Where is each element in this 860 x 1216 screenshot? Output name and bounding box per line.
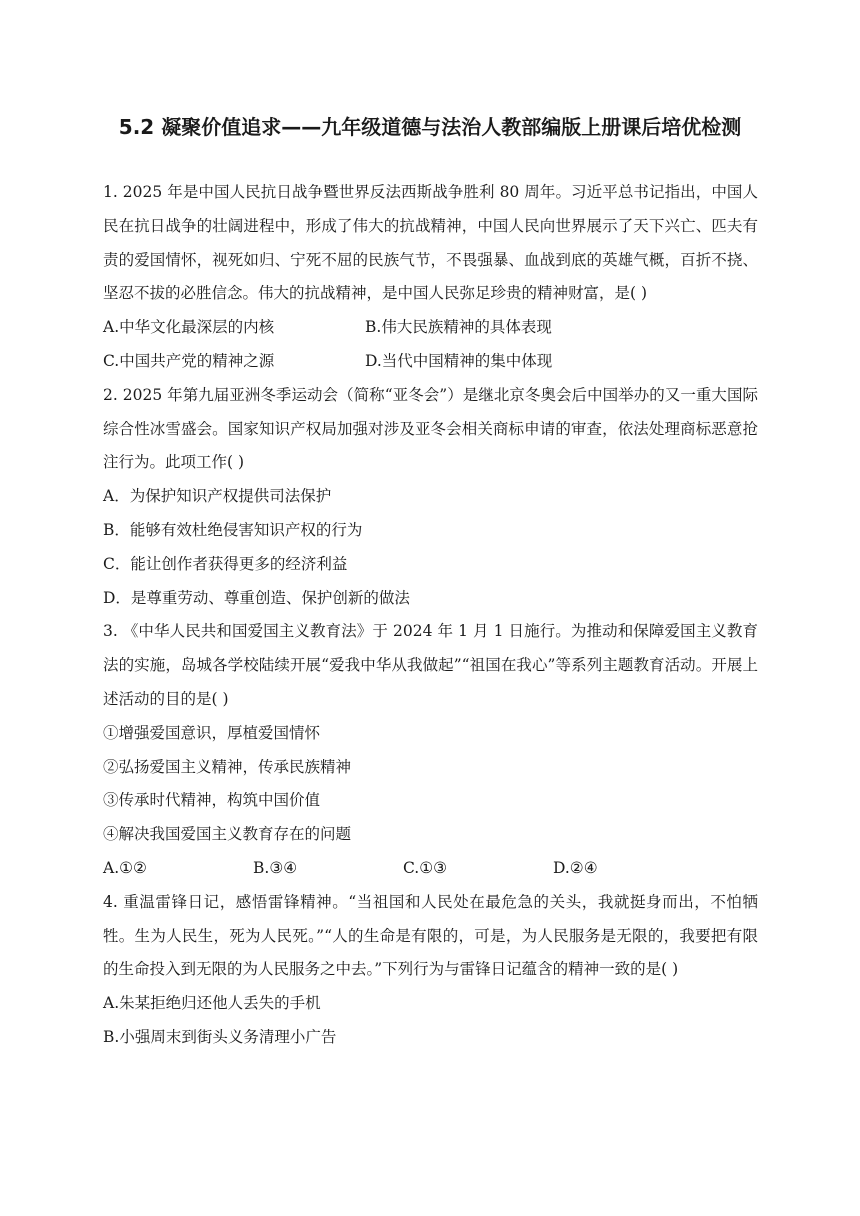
document-content — [103, 176, 758, 1055]
question-2-stem: 2. 2025 年第九届亚洲冬季运动会（简称“亚冬会”）是继北京冬奥会后中国举办的又一重大国际综合性冰雪盛会。国家知识产权局加强对涉及亚冬会相关商标申请的审查，依法处理商标恶意抢注行为。此项工作( ) — [103, 385, 758, 472]
question-2-option-c: C．能让创作者获得更多的经济利益 — [103, 554, 348, 573]
question-3-options-row — [103, 852, 758, 886]
question-4-option-a: A.朱某拒绝归还他人丢失的手机 — [103, 994, 321, 1013]
question-1-option-a: A.中华文化最深层的内核 — [103, 318, 275, 337]
question-3-option-c: C.①③ — [403, 858, 448, 877]
question-3-option-b: B.③④ — [253, 858, 298, 877]
question-2-option-b: B．能够有效杜绝侵害知识产权的行为 — [103, 520, 363, 539]
question-2-option-d: D．是尊重劳动、尊重创造、保护创新的做法 — [103, 588, 410, 607]
question-3-item-2: ②弘扬爱国主义精神，传承民族精神 — [103, 757, 352, 776]
question-3-stem: 3. 《中华人民共和国爱国主义教育法》于 2024 年 1 月 1 日施行。为推动和保障爱国主义教育法的实施，岛城各学校陆续开展“爱我中华从我做起”“祖国在我心”等系列主题教育活动。开展上述活动的目的是( ) — [103, 622, 758, 708]
question-1-stem: 1. 2025 年是中国人民抗日战争暨世界反法西斯战争胜利 80 周年。习近平总书记指出，中国人民在抗日战争的壮阔进程中，形成了伟大的抗战精神，中国人民向世界展示了天下兴亡、匹夫有责的爱国情怀，视死如归、宁死不屈的民族气节，不畏强暴、血战到底的英雄气概，百折不挠、坚忍不拔的必胜信念。伟大的抗战精神，是中国人民弥足珍贵的精神财富，是( ) — [103, 183, 758, 303]
question-1-options-row-1 — [103, 311, 758, 345]
question-2-option-a: A．为保护知识产权提供司法保护 — [103, 487, 332, 506]
question-3-item-1: ①增强爱国意识，厚植爱国情怀 — [103, 723, 321, 742]
question-3-item-4: ④解决我国爱国主义教育存在的问题 — [103, 825, 352, 844]
question-3-option-a: A.①② — [103, 858, 147, 877]
question-4-option-b: B.小强周末到街头义务清理小广告 — [103, 1027, 337, 1046]
question-1-option-d: D.当代中国精神的集中体现 — [365, 351, 553, 370]
question-1-options-row-2 — [103, 345, 758, 379]
document-title: 5.2 凝聚价值追求——九年级道德与法治人教部编版上册课后培优检测 — [118, 115, 742, 139]
question-3-item-3: ③传承时代精神，构筑中国价值 — [103, 791, 321, 810]
question-4-stem: 4. 重温雷锋日记，感悟雷锋精神。“当祖国和人民处在最危急的关头，我就挺身而出，不怕牺牲。生为人民生，死为人民死。”“人的生命是有限的，可是，为人民服务是无限的，我要把有限的生命投入到无限的为人民服务之中去。”下列行为与雷锋日记蕴含的精神一致的是( ) — [103, 892, 758, 979]
question-1-option-c: C.中国共产党的精神之源 — [103, 351, 275, 370]
question-3-option-d: D.②④ — [553, 858, 598, 877]
question-1-option-b: B.伟大民族精神的具体表现 — [365, 318, 552, 337]
